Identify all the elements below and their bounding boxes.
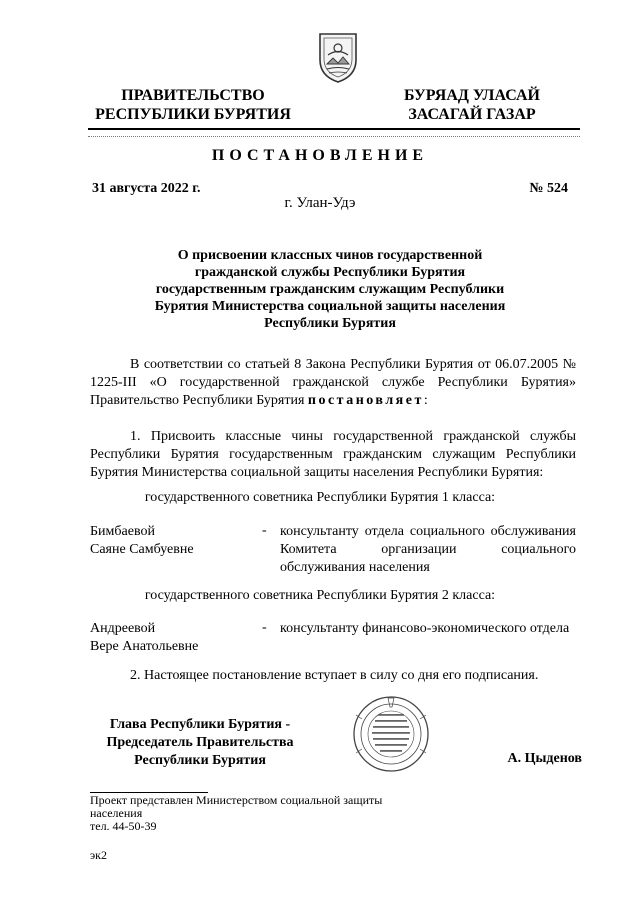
header-left-line2: РЕСПУБЛИКИ БУРЯТИЯ (95, 106, 291, 123)
document-subject: О присвоении классных чинов государственной гражданской службы Республики Бурятия государственным гражданским служащим Республики Бурятия Министерства социальной защиты населения Республики Бурятия (154, 248, 506, 331)
header-left-line1: ПРАВИТЕЛЬСТВО (121, 87, 265, 104)
footer-code: эк2 (90, 848, 107, 862)
header-right-line2: ЗАСАГАЙ ГАЗАР (408, 106, 536, 123)
header-rule (88, 128, 580, 130)
item-1: 1. Присвоить классные чины государственной гражданской службы Республики Бурятия государственным гражданским служащим Республики Бурятия Министерства социальной защиты населения Республики Бурятия: (90, 429, 576, 480)
class-2-heading: государственного советника Республики Бурятия 2 класса: (144, 588, 496, 603)
document-type: ПОСТАНОВЛЕНИЕ (211, 147, 429, 164)
footer-phone: тел. 44-50-39 (90, 819, 157, 833)
person-2-surname: Андреевой (90, 621, 156, 636)
signatory-title-line2: Председатель Правительства (106, 735, 294, 750)
signatory-title-line3: Республики Бурятия (134, 753, 266, 768)
preamble-text: В соответствии со статьей 8 Закона Республики Бурятия от 06.07.2005 № 1225-III «О государственной гражданской службе Республики Бурятия» Правительство Республики Бурятия (90, 357, 576, 408)
header-dotted-rule (88, 136, 580, 137)
official-seal-stamp (338, 695, 444, 773)
header-right (390, 86, 554, 124)
preamble (90, 356, 576, 410)
preamble-decision: постановляет (307, 393, 424, 408)
person-1-dash: - (262, 523, 267, 538)
footer-line2: населения (90, 806, 143, 820)
class-1-heading: государственного советника Республики Бурятия 1 класса: (144, 490, 496, 505)
person-1-name (90, 523, 194, 559)
person-1-position: консультанту отдела социального обслуживания Комитета организации социального обслуживания населения (280, 524, 576, 575)
signatory-title (90, 716, 310, 770)
signatory-title-line1: Глава Республики Бурятия - (109, 717, 291, 732)
document-date: 31 августа 2022 г. (92, 181, 201, 196)
person-2-given: Вере Анатольевне (90, 639, 199, 654)
preamble-end: : (423, 393, 428, 408)
document-city: г. Улан-Удэ (284, 195, 356, 211)
header-left (88, 86, 298, 124)
header-right-line1: БУРЯАД УЛАСАЙ (404, 87, 540, 104)
document-number: № 524 (529, 181, 568, 196)
signatory-name: А. Цыденов (507, 751, 582, 766)
person-2-position: консультанту финансово-экономического отдела (280, 621, 570, 636)
footer-line1: Проект представлен Министерством социальной защиты (90, 793, 383, 807)
person-1-given: Саяне Самбуевне (90, 542, 194, 557)
person-2-name (90, 620, 198, 656)
person-1-surname: Бимбаевой (90, 524, 155, 539)
person-2-dash: - (262, 620, 267, 635)
item-2: 2. Настоящее постановление вступает в силу со дня его подписания. (130, 668, 539, 683)
coat-of-arms-icon (314, 28, 362, 84)
footer-note (90, 794, 430, 833)
